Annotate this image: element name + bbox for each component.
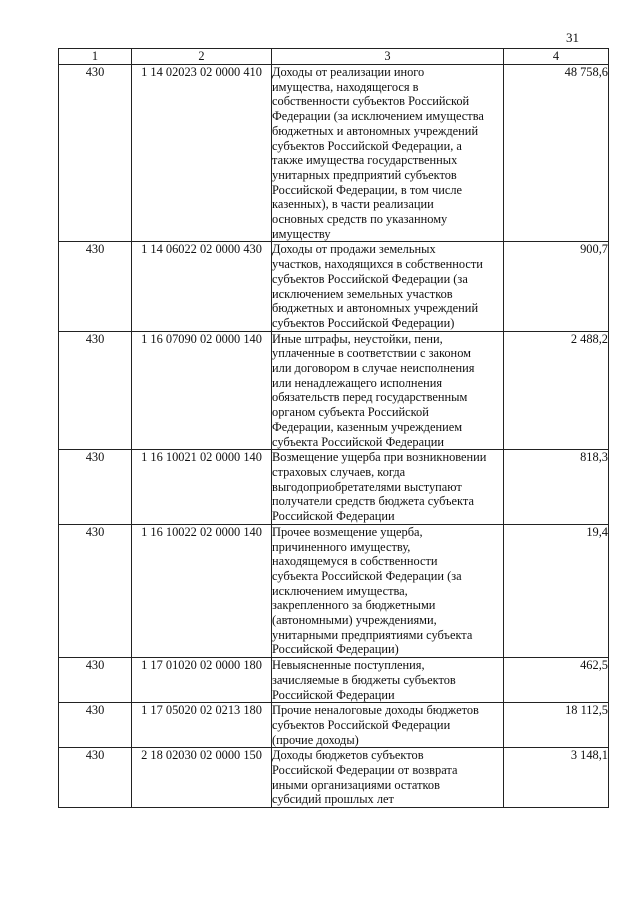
table-row bbox=[59, 748, 609, 808]
description-line: собственности субъектов Российской bbox=[272, 94, 470, 109]
column-header-3: 3 bbox=[272, 49, 504, 65]
admin-code-cell: 430 bbox=[59, 703, 132, 748]
description-line: субъектов Российской Федерации (за bbox=[272, 271, 468, 286]
amount-cell: 18 112,5 bbox=[504, 703, 609, 748]
admin-code-cell: 430 bbox=[59, 65, 132, 242]
table-row bbox=[59, 331, 609, 450]
description-line: Иные штрафы, неустойки, пени, bbox=[272, 331, 443, 346]
description-line: Российской Федерации bbox=[272, 509, 395, 524]
table-row bbox=[59, 524, 609, 657]
header-row bbox=[59, 49, 609, 65]
description-line: субъекта Российской Федерации (за bbox=[272, 568, 462, 583]
description-line: Возмещение ущерба при возникновении bbox=[272, 450, 487, 465]
table-row bbox=[59, 450, 609, 525]
description-line: участков, находящихся в собственности bbox=[272, 257, 483, 272]
description-cell bbox=[272, 748, 504, 808]
description-line: или ненадлежащего исполнения bbox=[272, 375, 443, 390]
amount-cell: 48 758,6 bbox=[504, 65, 609, 242]
revenue-code-cell: 1 17 05020 02 0213 180 bbox=[132, 703, 272, 748]
description-line: субъектов Российской Федерации bbox=[272, 717, 451, 732]
amount-cell: 900,7 bbox=[504, 242, 609, 331]
description-line: закрепленного за бюджетными bbox=[272, 598, 436, 613]
description-line: Прочее возмещение ущерба, bbox=[272, 524, 423, 539]
description-line: унитарных предприятий субъектов bbox=[272, 167, 457, 182]
description-line: унитарными предприятиями субъекта bbox=[272, 627, 473, 642]
description-line: субсидий прошлых лет bbox=[272, 792, 394, 807]
description-line: находящемуся в собственности bbox=[272, 554, 438, 569]
description-line: Российской Федерации, в том числе bbox=[272, 182, 463, 197]
description-line: Российской Федерации bbox=[272, 687, 395, 702]
description-cell bbox=[272, 658, 504, 703]
description-cell bbox=[272, 450, 504, 525]
description-line: органом субъекта Российской bbox=[272, 405, 429, 420]
description-line: также имущества государственных bbox=[272, 153, 458, 168]
description-line: Российской Федерации от возврата bbox=[272, 763, 458, 778]
description-line: имущества, находящегося в bbox=[272, 79, 419, 94]
description-line: (прочие доходы) bbox=[272, 732, 359, 747]
revenue-code-cell: 1 14 06022 02 0000 430 bbox=[132, 242, 272, 331]
admin-code-cell: 430 bbox=[59, 242, 132, 331]
description-line: (автономными) учреждениями, bbox=[272, 613, 437, 628]
description-line: основных средств по указанному bbox=[272, 212, 448, 227]
page-number: 31 bbox=[566, 30, 579, 45]
description-line: исключением земельных участков bbox=[272, 286, 453, 301]
table-header bbox=[59, 49, 609, 65]
description-line: бюджетных и автономных учреждений bbox=[272, 123, 479, 138]
description-line: имуществу bbox=[272, 226, 331, 241]
description-line: исключением имущества, bbox=[272, 583, 408, 598]
description-cell bbox=[272, 331, 504, 450]
description-cell bbox=[272, 242, 504, 331]
table-body bbox=[59, 65, 609, 808]
description-line: или договором в случае неисполнения bbox=[272, 361, 475, 376]
column-header-1: 1 bbox=[59, 49, 132, 65]
description-line: обязательств перед государственным bbox=[272, 390, 468, 405]
description-line: казенных), в части реализации bbox=[272, 197, 434, 212]
description-line: бюджетных и автономных учреждений bbox=[272, 301, 479, 316]
admin-code-cell: 430 bbox=[59, 658, 132, 703]
table-row bbox=[59, 65, 609, 242]
description-line: причиненного имуществу, bbox=[272, 539, 411, 554]
revenue-code-cell: 1 16 10021 02 0000 140 bbox=[132, 450, 272, 525]
amount-cell: 2 488,2 bbox=[504, 331, 609, 450]
description-line: субъектов Российской Федерации) bbox=[272, 315, 455, 330]
description-line: Федерации, казенным учреждением bbox=[272, 419, 463, 434]
column-header-2: 2 bbox=[132, 49, 272, 65]
amount-cell: 3 148,1 bbox=[504, 748, 609, 808]
revenue-code-cell: 1 16 10022 02 0000 140 bbox=[132, 524, 272, 657]
admin-code-cell: 430 bbox=[59, 524, 132, 657]
admin-code-cell: 430 bbox=[59, 450, 132, 525]
column-header-4: 4 bbox=[504, 49, 609, 65]
amount-cell: 462,5 bbox=[504, 658, 609, 703]
revenue-code-cell: 2 18 02030 02 0000 150 bbox=[132, 748, 272, 808]
description-line: страховых случаев, когда bbox=[272, 464, 406, 479]
revenue-code-cell: 1 17 01020 02 0000 180 bbox=[132, 658, 272, 703]
description-line: Доходы от продажи земельных bbox=[272, 242, 436, 257]
revenue-code-cell: 1 16 07090 02 0000 140 bbox=[132, 331, 272, 450]
admin-code-cell: 430 bbox=[59, 748, 132, 808]
description-line: Доходы от реализации иного bbox=[272, 65, 425, 79]
description-line: иными организациями остатков bbox=[272, 777, 440, 792]
description-line: Невыясненные поступления, bbox=[272, 658, 425, 673]
description-line: зачисляемые в бюджеты субъектов bbox=[272, 672, 456, 687]
description-line: выгодоприобретателями выступают bbox=[272, 479, 462, 494]
description-cell bbox=[272, 65, 504, 242]
description-line: уплаченные в соответствии с законом bbox=[272, 346, 471, 361]
admin-code-cell: 430 bbox=[59, 331, 132, 450]
description-line: Российской Федерации) bbox=[272, 642, 399, 657]
description-line: Доходы бюджетов субъектов bbox=[272, 748, 424, 763]
description-line: Федерации (за исключением имущества bbox=[272, 109, 484, 124]
table-row bbox=[59, 242, 609, 331]
description-line: Прочие неналоговые доходы бюджетов bbox=[272, 703, 479, 718]
description-line: получатели средств бюджета субъекта bbox=[272, 494, 474, 509]
revenue-code-cell: 1 14 02023 02 0000 410 bbox=[132, 65, 272, 242]
description-line: субъекта Российской Федерации bbox=[272, 434, 444, 449]
description-line: субъектов Российской Федерации, а bbox=[272, 138, 462, 153]
amount-cell: 19,4 bbox=[504, 524, 609, 657]
description-cell bbox=[272, 703, 504, 748]
amount-cell: 818,3 bbox=[504, 450, 609, 525]
table-row bbox=[59, 703, 609, 748]
description-cell bbox=[272, 524, 504, 657]
revenue-table bbox=[58, 48, 609, 808]
table-row bbox=[59, 658, 609, 703]
